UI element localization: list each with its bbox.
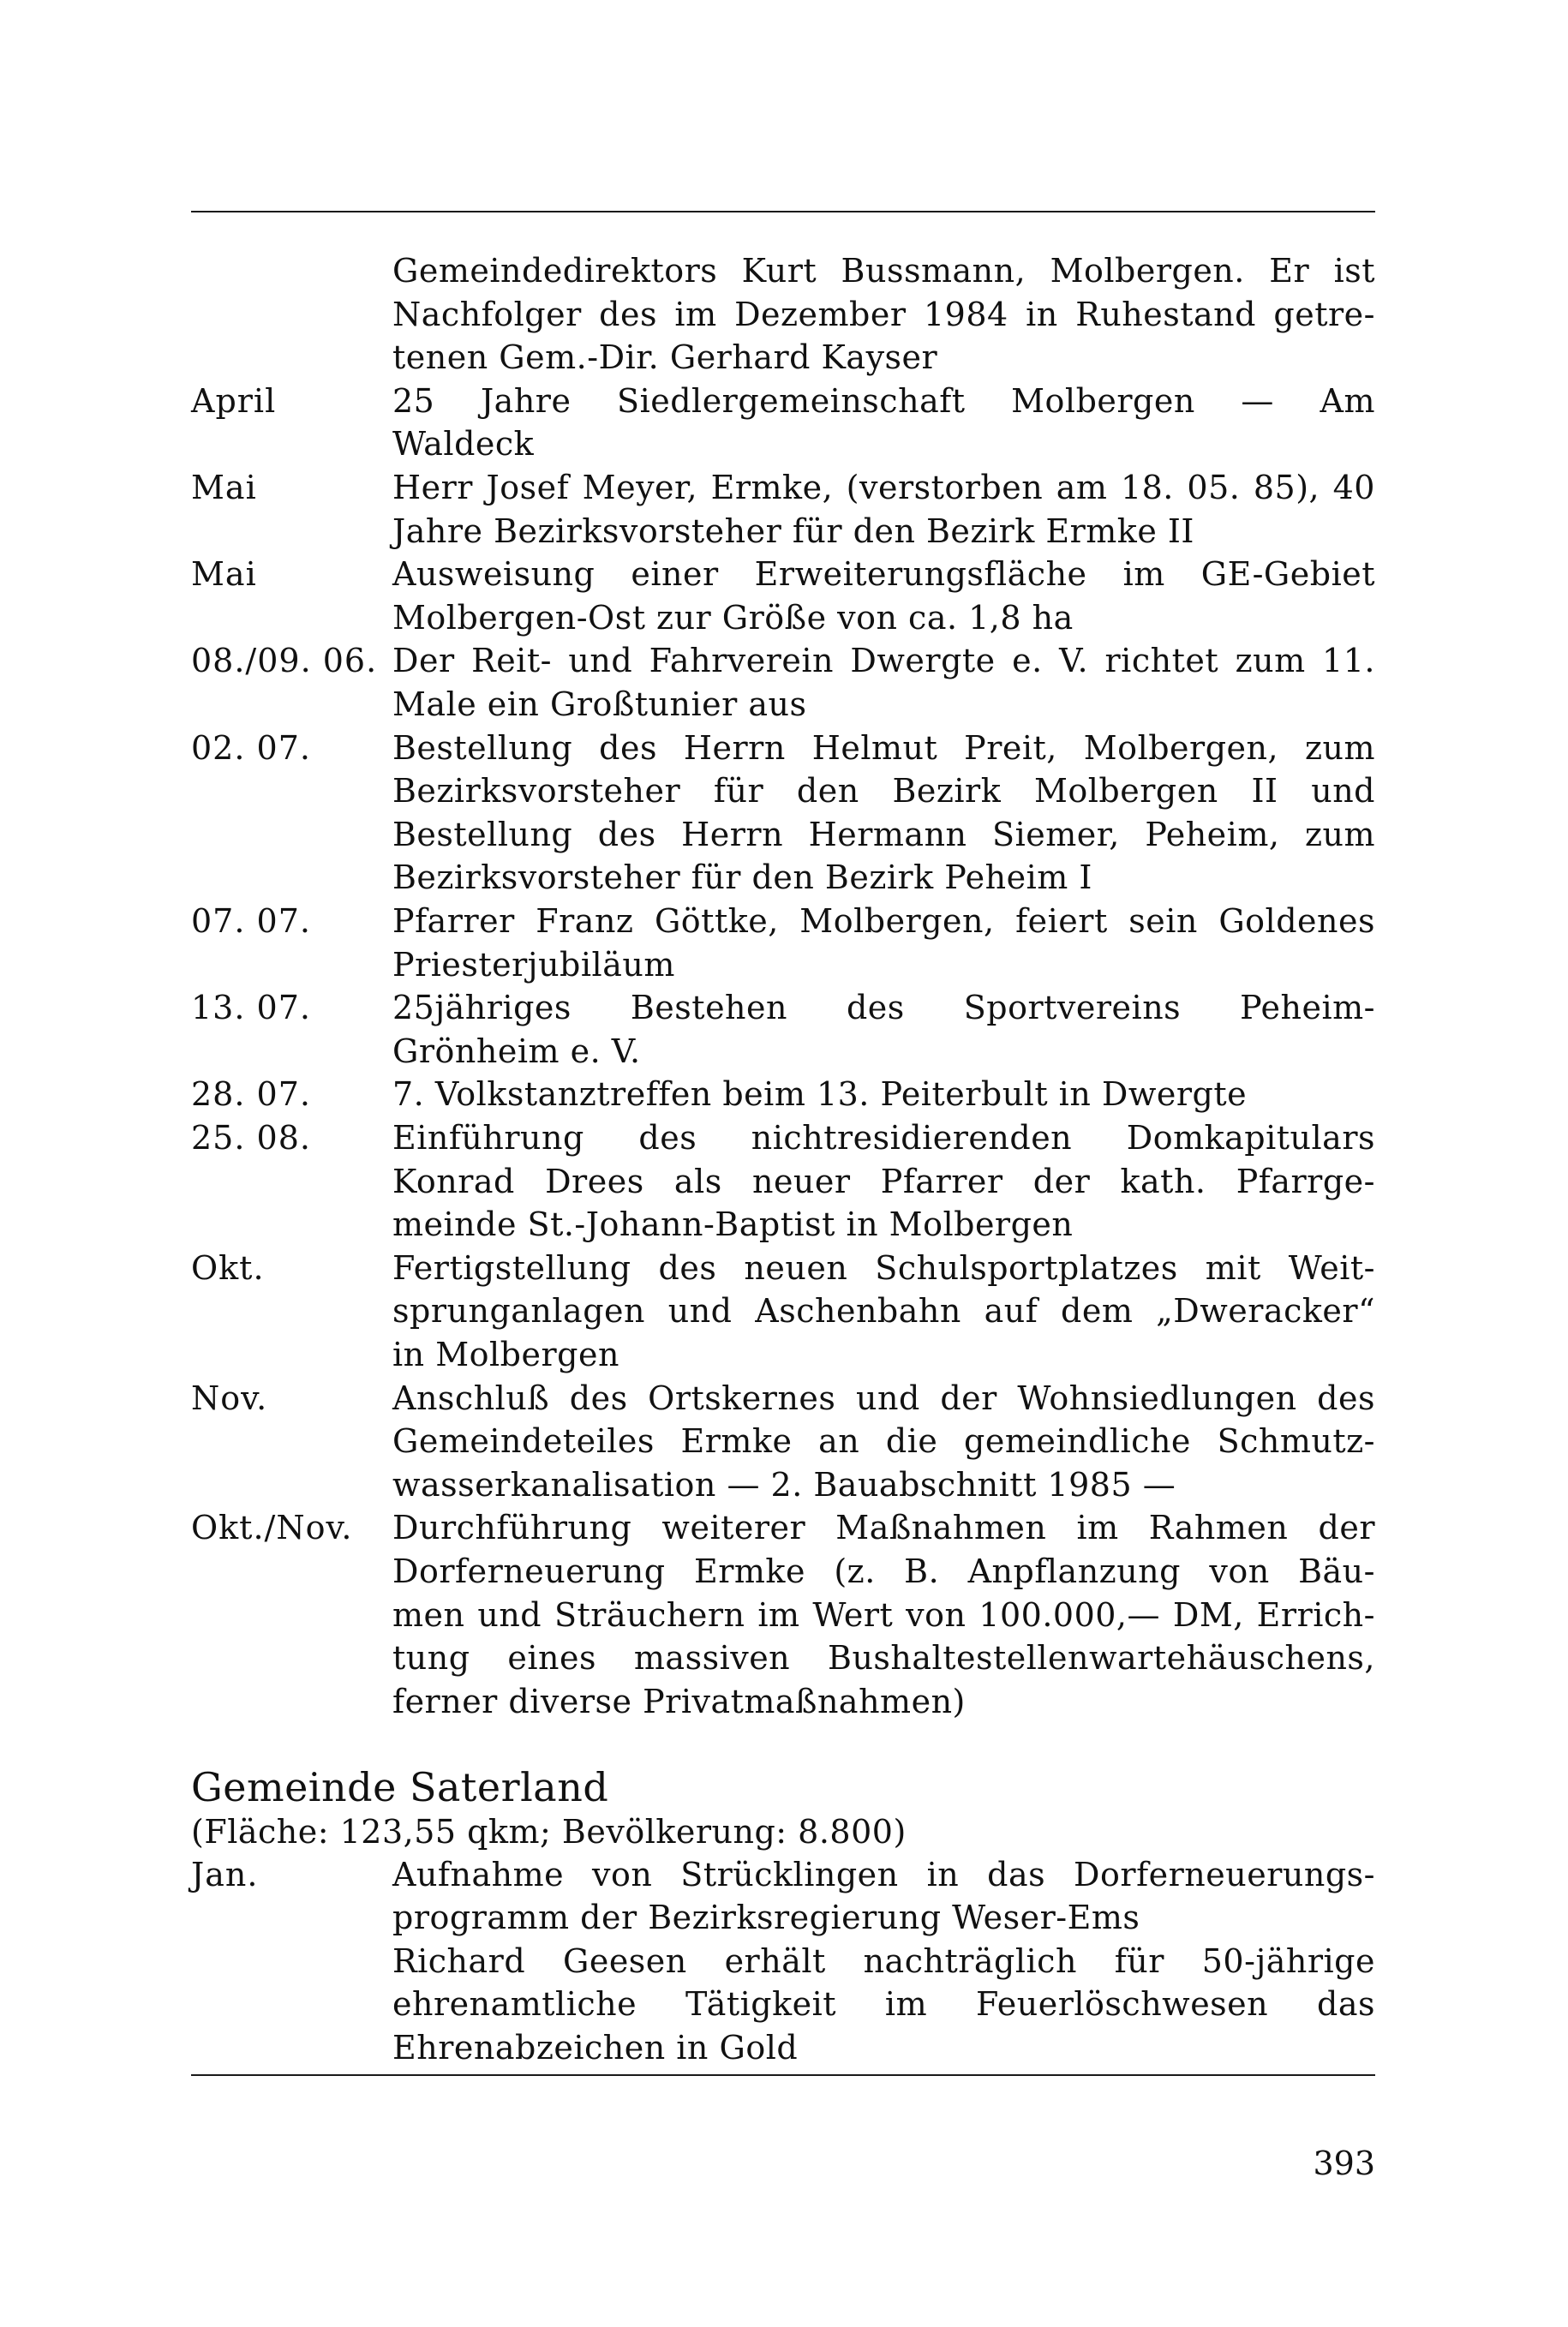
entry-text: Ausweisung einer Erweiterungsfläche im GE-Gebiet — [392, 555, 1375, 594]
chronicle-line — [191, 639, 1375, 682]
entry-text: Bestellung des Herrn Helmut Preit, Molbergen, zum — [392, 728, 1375, 767]
chronicle-line — [191, 336, 1375, 379]
entry-text: Bestellung des Herrn Hermann Siemer, Peheim, zum — [392, 815, 1375, 853]
entry-text: Der Reit- und Fahrverein Dwergte e. V. richtet zum 11. — [392, 642, 1375, 680]
entry-date: 13. 07. — [191, 989, 311, 1027]
chronicle-line — [191, 1030, 1375, 1073]
entry-date: Mai — [191, 555, 257, 594]
entry-text: Pfarrer Franz Göttke, Molbergen, feiert sein Goldenes — [392, 902, 1375, 940]
entry-text: Herr Josef Meyer, Ermke, (verstorben am 18. 05. 85), 40 — [392, 469, 1375, 506]
entry-date: 28. 07. — [191, 1075, 311, 1114]
entry-text: Bezirksvorsteher für den Bezirk Peheim I — [392, 858, 1092, 897]
bottom-rule — [191, 2074, 1375, 2076]
entry-text: Konrad Drees als neuer Pfarrer der kath. Pfarrge- — [392, 1162, 1375, 1200]
entry-text: Ehrenabzeichen in Gold — [392, 2028, 799, 2067]
chronicle-line — [191, 1073, 1375, 1116]
entry-text: tung eines massiven Bushaltestellenwartehäuschens, — [392, 1639, 1375, 1678]
entry-text: meinde St.-Johann-Baptist in Molbergen — [392, 1205, 1074, 1244]
chronicle-line — [191, 1636, 1375, 1679]
chronicle-line — [191, 1160, 1375, 1203]
chronicle-line — [191, 1116, 1375, 1159]
entry-text: 7. Volkstanztreffen beim 13. Peiterbult in Dwergte — [392, 1075, 1248, 1114]
chronicle-line — [191, 596, 1375, 639]
chronicle-line — [191, 1983, 1375, 2025]
page-number: 393 — [1313, 2145, 1375, 2182]
chronicle-line — [191, 466, 1375, 509]
entry-text: programm der Bezirksregierung Weser-Ems — [392, 1899, 1140, 1937]
chronicle-line — [191, 1680, 1375, 1723]
top-rule — [191, 211, 1375, 212]
entry-text: Male ein Großtunier aus — [392, 685, 807, 723]
entry-date: Jan. — [191, 1856, 259, 1893]
chronicle-line — [191, 553, 1375, 595]
chronicle-line — [191, 1896, 1375, 1939]
chronicle-line — [191, 856, 1375, 899]
entry-text: Durchführung weiterer Maßnahmen im Rahmen der — [392, 1509, 1375, 1547]
entry-text: Gemeindedirektors Kurt Bussmann, Molbergen. Er ist — [392, 252, 1375, 290]
chronicle-line — [191, 1203, 1375, 1246]
entry-text: Einführung des nichtresidierenden Domkapitulars — [392, 1119, 1375, 1157]
entry-text: Bezirksvorsteher für den Bezirk Molbergen II und — [392, 772, 1375, 811]
chronicle-line — [191, 900, 1375, 942]
chronicle-line — [191, 380, 1375, 422]
entry-text: Dorferneuerung Ermke (z. B. Anpflanzung von Bäu- — [392, 1552, 1375, 1590]
entry-text: ehrenamtliche Tätigkeit im Feuerlöschwesen das — [392, 1985, 1375, 2024]
chronicle-line — [191, 1853, 1375, 1896]
entry-date: Mai — [191, 469, 257, 506]
entry-text: Priesterjubiläum — [392, 945, 675, 984]
entry-date: Okt. — [191, 1248, 265, 1287]
entry-text: sprunganlagen und Aschenbahn auf dem „Dweracker“ — [392, 1292, 1375, 1331]
chronicle-line — [191, 1594, 1375, 1636]
entry-text: Fertigstellung des neuen Schulsportplatzes mit Weit- — [392, 1248, 1375, 1287]
entry-text: Jahre Bezirksvorsteher für den Bezirk Ermke II — [392, 511, 1194, 550]
entry-text: ferner diverse Privatmaßnahmen) — [392, 1682, 966, 1720]
entry-text: Molbergen-Ost zur Größe von ca. 1,8 ha — [392, 598, 1074, 637]
chronicle-line — [191, 1506, 1375, 1549]
entry-date: Nov. — [191, 1379, 268, 1417]
entry-date: 25. 08. — [191, 1119, 311, 1157]
section-heading-saterland: Gemeinde Saterland — [191, 1764, 609, 1810]
entry-text: 25jähriges Bestehen des Sportvereins Peheim- — [392, 989, 1375, 1027]
entry-text: in Molbergen — [392, 1336, 619, 1373]
entry-text: Waldeck — [392, 425, 535, 464]
entry-text: men und Sträuchern im Wert von 100.000,— DM, Errich- — [392, 1595, 1375, 1634]
entry-date: Okt./Nov. — [191, 1509, 353, 1547]
chronicle-line — [191, 1377, 1375, 1420]
chronicle-line — [191, 1463, 1375, 1506]
chronicle-line — [191, 293, 1375, 336]
chronicle-line — [191, 1247, 1375, 1289]
entry-text: 25 Jahre Siedlergemeinschaft Molbergen — Am — [392, 381, 1375, 420]
section-facts-saterland: (Fläche: 123,55 qkm; Bevölkerung: 8.800) — [191, 1813, 907, 1851]
chronicle-line — [191, 727, 1375, 769]
entry-text: Gemeindeteiles Ermke an die gemeindliche Schmutz- — [392, 1422, 1375, 1461]
chronicle-line — [191, 1289, 1375, 1332]
entry-text: Nachfolger des im Dezember 1984 in Ruhestand getre- — [392, 295, 1375, 333]
chronicle-line — [191, 2026, 1375, 2069]
chronicle-line — [191, 683, 1375, 726]
entry-text: Aufnahme von Strücklingen in das Dorferneuerungs- — [392, 1856, 1375, 1893]
chronicle-line — [191, 510, 1375, 553]
entry-date: 02. 07. — [191, 728, 311, 767]
chronicle-line — [191, 986, 1375, 1029]
chronicle-line — [191, 422, 1375, 465]
chronicle-line — [191, 1333, 1375, 1376]
entry-text: Anschluß des Ortskernes und der Wohnsiedlungen des — [392, 1379, 1375, 1417]
chronicle-line — [191, 943, 1375, 986]
entry-text: Richard Geesen erhält nachträglich für 50-jährige — [392, 1941, 1375, 1980]
entry-date: 08./09. 06. — [191, 642, 378, 680]
entry-text: Grönheim e. V. — [392, 1032, 641, 1070]
chronicle-line — [191, 769, 1375, 812]
chronicle-line — [191, 1940, 1375, 1983]
chronicle-line — [191, 249, 1375, 292]
entry-text: wasserkanalisation — 2. Bauabschnitt 1985 — — [392, 1465, 1176, 1504]
chronicle-line — [191, 1550, 1375, 1593]
chronicle-line — [191, 1420, 1375, 1463]
entry-text: tenen Gem.-Dir. Gerhard Kayser — [392, 338, 938, 377]
entry-date: April — [191, 381, 277, 420]
entry-date: 07. 07. — [191, 902, 311, 940]
chronicle-line — [191, 813, 1375, 856]
